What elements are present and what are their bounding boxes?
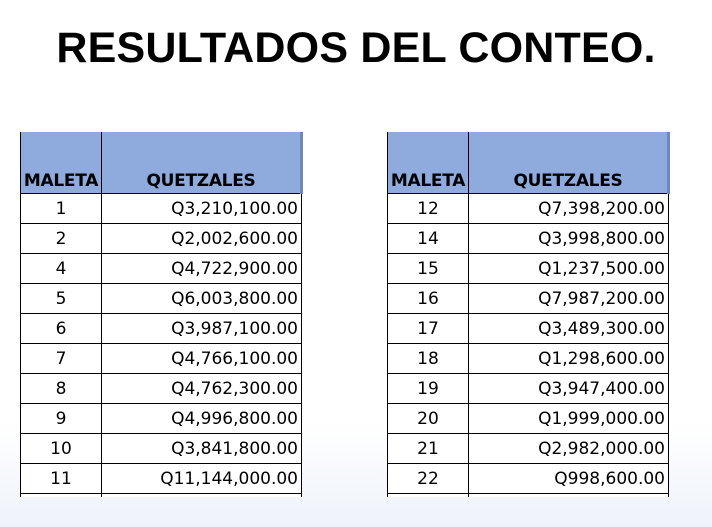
table-row [21,314,302,344]
empty-cell [469,494,669,498]
quetzales-cell: Q998,600.00 [469,464,669,494]
column-header-maleta: MALETA [388,132,469,194]
quetzales-cell: Q4,766,100.00 [102,344,302,374]
table-header-row [388,132,669,194]
maleta-cell: 15 [388,254,469,284]
quetzales-cell: Q1,298,600.00 [469,344,669,374]
quetzales-cell: Q3,987,100.00 [102,314,302,344]
maleta-cell: 14 [388,224,469,254]
quetzales-cell: Q4,762,300.00 [102,374,302,404]
maleta-cell: 20 [388,404,469,434]
table-row [21,404,302,434]
table-row-partial [388,494,669,498]
maleta-cell: 16 [388,284,469,314]
table-body [388,194,669,498]
maleta-cell: 22 [388,464,469,494]
table-row [388,194,669,224]
quetzales-cell: Q4,722,900.00 [102,254,302,284]
table-row [21,344,302,374]
table-row [388,404,669,434]
maleta-cell: 8 [21,374,102,404]
maleta-cell: 5 [21,284,102,314]
maleta-cell: 6 [21,314,102,344]
quetzales-cell: Q2,982,000.00 [469,434,669,464]
column-header-maleta: MALETA [21,132,102,194]
table-body [21,194,302,498]
quetzales-cell: Q3,210,100.00 [102,194,302,224]
table-row [21,464,302,494]
table-header-row [21,132,302,194]
quetzales-cell: Q3,841,800.00 [102,434,302,464]
table-row [388,434,669,464]
table-row [388,344,669,374]
table-row [21,224,302,254]
table-row [21,284,302,314]
results-table-left [20,132,303,497]
column-header-quetzales: QUETZALES [102,132,302,194]
table-row [388,374,669,404]
maleta-cell: 11 [21,464,102,494]
quetzales-cell: Q1,237,500.00 [469,254,669,284]
empty-cell [102,494,302,498]
quetzales-cell: Q7,398,200.00 [469,194,669,224]
maleta-cell: 17 [388,314,469,344]
maleta-cell: 10 [21,434,102,464]
quetzales-cell: Q3,947,400.00 [469,374,669,404]
maleta-cell: 1 [21,194,102,224]
quetzales-cell: Q11,144,000.00 [102,464,302,494]
quetzales-cell: Q4,996,800.00 [102,404,302,434]
maleta-cell: 18 [388,344,469,374]
maleta-cell: 21 [388,434,469,464]
maleta-cell: 2 [21,224,102,254]
maleta-cell: 12 [388,194,469,224]
table-row [21,254,302,284]
quetzales-cell: Q1,999,000.00 [469,404,669,434]
table-row [388,224,669,254]
quetzales-cell: Q3,998,800.00 [469,224,669,254]
quetzales-cell: Q6,003,800.00 [102,284,302,314]
quetzales-cell: Q3,489,300.00 [469,314,669,344]
maleta-cell: 9 [21,404,102,434]
quetzales-cell: Q7,987,200.00 [469,284,669,314]
table-row [21,434,302,464]
maleta-cell: 19 [388,374,469,404]
maleta-cell: 7 [21,344,102,374]
page-title: RESULTADOS DEL CONTEO. [56,24,656,72]
empty-cell [388,494,469,498]
results-table-right [387,132,670,497]
empty-cell [21,494,102,498]
table-row [388,284,669,314]
maleta-cell: 4 [21,254,102,284]
table-row [388,254,669,284]
table-row [388,314,669,344]
column-header-quetzales: QUETZALES [469,132,669,194]
quetzales-cell: Q2,002,600.00 [102,224,302,254]
table-row-partial [21,494,302,498]
table-row [21,194,302,224]
table-row [388,464,669,494]
table-row [21,374,302,404]
